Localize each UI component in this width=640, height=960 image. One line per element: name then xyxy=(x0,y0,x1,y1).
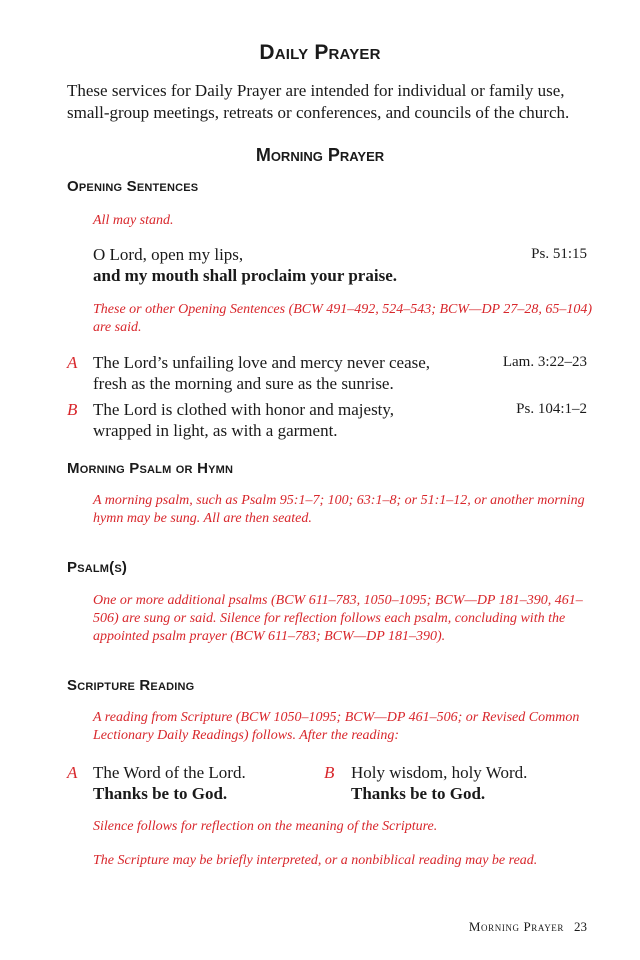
option-b-line-2: wrapped in light, as with a garment. xyxy=(93,421,338,440)
page-number: 23 xyxy=(574,919,587,934)
intro-paragraph: These services for Daily Prayer are intended for individual or family use, small-group meetings, retreats or conferences, and councils of the church. xyxy=(67,81,570,122)
scripture-rubric: A reading from Scripture (BCW 1050–1095; BCW—DP 461–506; or Revised Common Lectionary Daily Readings) follows. After the reading: xyxy=(93,710,580,743)
scripture-heading: Scripture Reading xyxy=(67,677,195,694)
scripture-option-b-response: Thanks be to God. xyxy=(351,784,486,803)
service-title: Morning Prayer xyxy=(255,145,385,165)
option-a-marker: A xyxy=(67,353,78,372)
option-b-line-1: The Lord is clothed with honor and majesty, xyxy=(93,400,395,419)
morning-psalm-heading: Morning Psalm or Hymn xyxy=(67,460,234,477)
psalms-rubric: One or more additional psalms (BCW 611–783, 1050–1095; BCW—DP 181–390, 461–506) are sung or said. Silence for reflection follows each psalm, concluding with the appointed psalm prayer (BCW 611–783; BCW—DP 181–390). xyxy=(93,593,583,644)
running-head: Morning Prayer xyxy=(468,919,564,934)
option-b-reference: Ps. 104:1–2 xyxy=(516,401,587,417)
scripture-option-a-marker: A xyxy=(67,763,78,782)
versicle-reference: Ps. 51:15 xyxy=(531,246,587,262)
versicle-line: O Lord, open my lips, xyxy=(93,245,244,264)
rubric-silence: Silence follows for reflection on the meaning of the Scripture. xyxy=(93,819,438,834)
opening-sentences-heading: Opening Sentences xyxy=(67,178,199,195)
rubric-stand: All may stand. xyxy=(93,213,174,228)
response-line: and my mouth shall proclaim your praise. xyxy=(93,266,397,285)
rubric-other-sentences: These or other Opening Sentences (BCW 491–492, 524–543; BCW—DP 27–28, 65–104) are said. xyxy=(93,302,593,335)
scripture-option-b-versicle: Holy wisdom, holy Word. xyxy=(351,763,528,782)
page-title: Daily Prayer xyxy=(259,41,381,64)
option-b-marker: B xyxy=(67,400,78,419)
option-a-reference: Lam. 3:22–23 xyxy=(502,354,587,370)
option-a-line-2: fresh as the morning and sure as the sunrise. xyxy=(93,374,394,393)
morning-psalm-rubric: A morning psalm, such as Psalm 95:1–7; 100; 63:1–8; or 51:1–12, or another morning hymn may be sung. All are then seated. xyxy=(93,493,585,526)
psalms-heading: Psalm(s) xyxy=(67,559,128,576)
rubric-interpret: The Scripture may be briefly interpreted, or a nonbiblical reading may be read. xyxy=(93,853,538,868)
scripture-option-a-versicle: The Word of the Lord. xyxy=(93,763,246,782)
scripture-option-a-response: Thanks be to God. xyxy=(93,784,228,803)
option-a-line-1: The Lord’s unfailing love and mercy never cease, xyxy=(93,353,431,372)
page-footer xyxy=(469,919,587,935)
scripture-option-b-marker: B xyxy=(324,763,335,782)
